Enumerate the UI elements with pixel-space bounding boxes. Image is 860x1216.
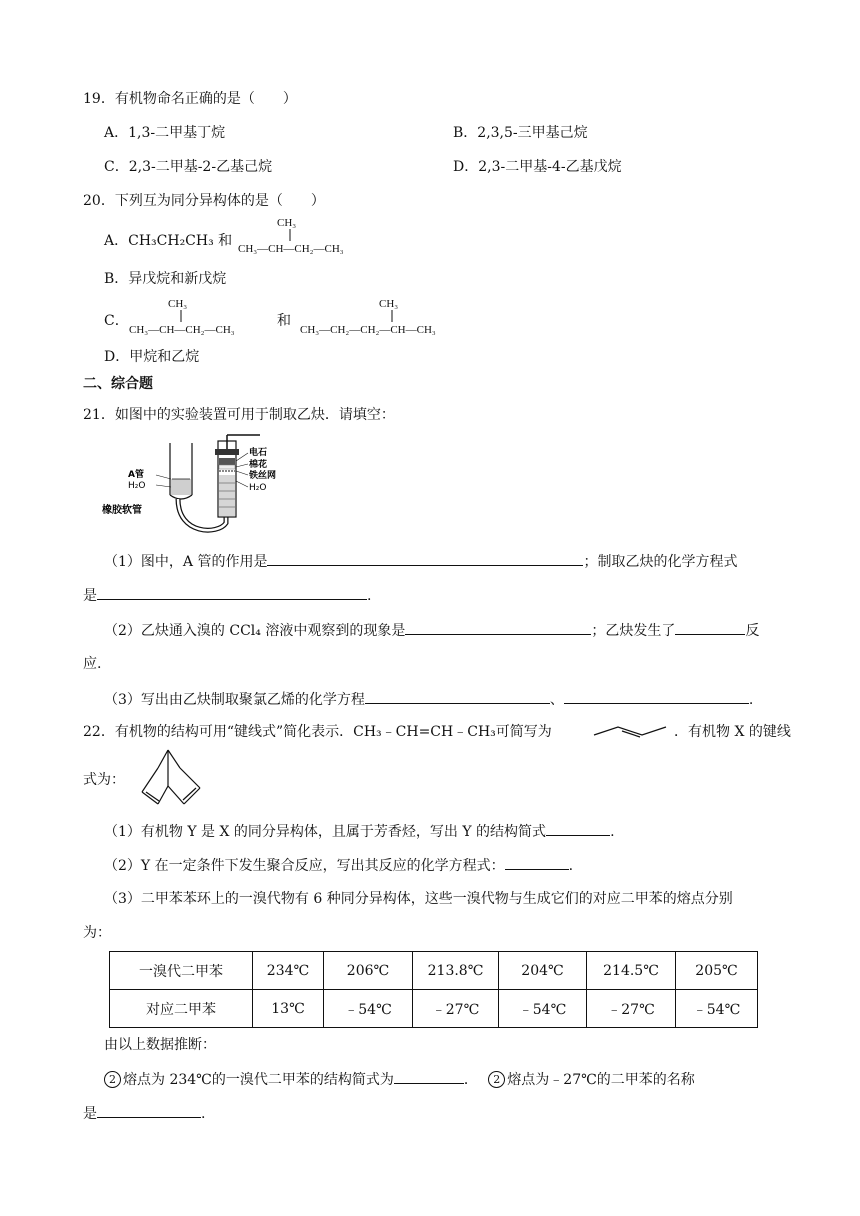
q20-option-a-prefix: A．CH₃CH₂CH₃ 和: [104, 233, 233, 249]
table-cell: 214.5℃: [587, 952, 676, 990]
q21-p2-lead: （2）乙炔通入溴的 CCl₄ 溶液中观察到的现象是: [104, 623, 406, 639]
q21-part3-text: [104, 689, 753, 710]
q21-p2-blank-reaction-type[interactable]: [675, 620, 745, 635]
q22-sub-questions: [104, 1069, 695, 1090]
q22-part2-text: [104, 855, 573, 876]
q22-p1-blank[interactable]: [546, 821, 610, 836]
q21-p3-sep: 、: [549, 692, 564, 708]
q21-part2-text: [104, 620, 759, 641]
q21-p2-blank-phenomenon[interactable]: [405, 620, 591, 635]
q20-stem: 20．下列互为同分异构体的是（ ）: [83, 193, 325, 209]
q19-option-b: B．2,3,5-三甲基己烷: [453, 125, 588, 141]
table-cell: ﹣27℃: [587, 990, 676, 1028]
q22-infer: 由以上数据推断：: [104, 1037, 216, 1053]
q22-s2-end: .: [201, 1106, 206, 1122]
label-water-left: H₂O: [128, 481, 146, 491]
q20-c1-branch-ch3: CH₃: [168, 298, 188, 310]
table-cell: ﹣54℃: [324, 990, 413, 1028]
q22-p2-lead: （2）Y 在一定条件下发生聚合反应，写出其反应的化学方程式：: [104, 858, 505, 874]
table-cell: ﹣54℃: [676, 990, 758, 1028]
section-heading: 二、综合题: [83, 376, 153, 392]
q21-p1-blank-a-tube[interactable]: [267, 551, 583, 566]
table-cell: 一溴代二甲苯: [110, 952, 253, 990]
table-cell: 206℃: [324, 952, 413, 990]
q20-option-c-prefix: C．: [104, 313, 129, 329]
q19-option-d: D．2,3-二甲基-4-乙基戊烷: [453, 159, 622, 175]
table-cell: 13℃: [253, 990, 324, 1028]
q20-a-main-chain: CH₃—CH—CH₂—CH₃: [238, 243, 344, 255]
q20-c2-main-chain: CH₃—CH₂—CH₂—CH—CH₃: [300, 324, 436, 336]
table-cell: 234℃: [253, 952, 324, 990]
q21-p1-lead: （1）图中，A 管的作用是: [104, 554, 268, 570]
q21-p3-blank-2[interactable]: [564, 689, 749, 704]
q21-stem: 21．如图中的实验装置可用于制取乙炔．请填空：: [83, 407, 395, 423]
circled-number: 2: [488, 1071, 505, 1088]
table-cell: 对应二甲苯: [110, 990, 253, 1028]
q22-s2-line2: [83, 1103, 205, 1124]
q20-option-b: B．异戊烷和新戊烷: [104, 271, 227, 287]
q20-c-and: 和: [277, 313, 291, 329]
table-cell: 205℃: [676, 952, 758, 990]
q21-p1-shi: 是: [83, 588, 97, 604]
q19-option-a: A．1,3-二甲基丁烷: [104, 125, 226, 141]
melting-point-table: [109, 951, 758, 1028]
table-cell: 213.8℃: [413, 952, 499, 990]
q20-c2-branch-bond: [391, 310, 393, 322]
q22-stem-part-a: 22．有机物的结构可用“键线式”简化表示．CH₃﹣CH=CH﹣CH₃可简写为: [83, 724, 552, 740]
q21-p2-tail: 反: [745, 623, 760, 639]
circled-number: 2: [104, 1071, 121, 1088]
q22-stem-part-c: 式为：: [83, 772, 125, 788]
q22-p1-end: .: [610, 824, 615, 840]
q21-p3-lead: （3）写出由乙炔制取聚氯乙烯的化学方程: [104, 692, 365, 708]
q20-c1-main-chain: CH₃—CH—CH₂—CH₃: [129, 324, 235, 336]
q22-stem-line1: [83, 722, 552, 742]
q20-a-branch-ch3: CH₃: [277, 217, 297, 229]
q20-c2-branch-ch3: CH₃: [379, 298, 399, 310]
q21-p2-mid: ；乙炔发生了: [591, 623, 676, 639]
q21-p2-line2: 应.: [83, 656, 102, 672]
label-a-tube: A管: [128, 470, 144, 480]
q22-p2-blank[interactable]: [505, 855, 569, 870]
compound-x-skeletal-formula: [138, 748, 204, 808]
table-row-bromo: [110, 952, 758, 990]
label-rubber-hose: 橡胶软管: [102, 505, 142, 516]
q22-p2-end: .: [568, 858, 574, 874]
table-row-xylene: [110, 990, 758, 1028]
label-water-right: H₂O: [249, 483, 267, 493]
q22-s1-blank[interactable]: [394, 1069, 464, 1084]
q21-part1-text: [104, 551, 737, 572]
label-cotton: 棉花: [249, 460, 268, 470]
q21-part1-line2: [83, 585, 371, 606]
table-cell: ﹣54℃: [499, 990, 587, 1028]
q22-s1-lead: 熔点为 234℃的一溴代二甲苯的结构简式为: [123, 1072, 394, 1088]
q20-option-d: D．甲烷和乙烷: [104, 349, 200, 365]
table-cell: 204℃: [499, 952, 587, 990]
q22-part3-text: （3）二甲苯苯环上的一溴代物有 6 种同分异构体，这些一溴代物与生成它们的对应二甲苯的熔点分别: [104, 891, 733, 907]
q19-option-c: C．2,3-二甲基-2-乙基己烷: [104, 159, 273, 175]
q21-p1-blank-equation[interactable]: [97, 585, 367, 600]
q22-part3-cont: 为：: [83, 925, 111, 941]
q20-a-branch-bond: [289, 229, 291, 241]
q22-s2-lead: 熔点为﹣27℃的二甲苯的名称: [507, 1072, 695, 1088]
q20-c1-branch-bond: [180, 310, 182, 322]
label-carbide: 电石: [249, 448, 268, 458]
q21-p3-end: .: [748, 692, 754, 708]
q22-stem-part-b: ．有机物 X 的键线: [674, 724, 791, 740]
q21-p1-mid: ；制取乙炔的化学方程式: [583, 554, 738, 570]
but-2-ene-skeletal-formula: [592, 723, 668, 739]
q22-s2-shi: 是: [83, 1106, 97, 1122]
table-cell: ﹣27℃: [413, 990, 499, 1028]
q22-s1-end: ．: [463, 1072, 478, 1088]
q21-p1-end: .: [367, 588, 372, 604]
q22-s2-blank[interactable]: [97, 1103, 201, 1118]
label-iron-mesh: 铁丝网: [249, 471, 277, 481]
q22-p1-lead: （1）有机物 Y 是 X 的同分异构体，且属于芳香烃，写出 Y 的结构简式: [104, 824, 547, 840]
q19-stem: 19．有机物命名正确的是（ ）: [83, 91, 297, 107]
q22-part1-text: [104, 821, 615, 842]
q21-p3-blank-1[interactable]: [365, 689, 550, 704]
acetylene-apparatus-diagram: [98, 433, 278, 543]
